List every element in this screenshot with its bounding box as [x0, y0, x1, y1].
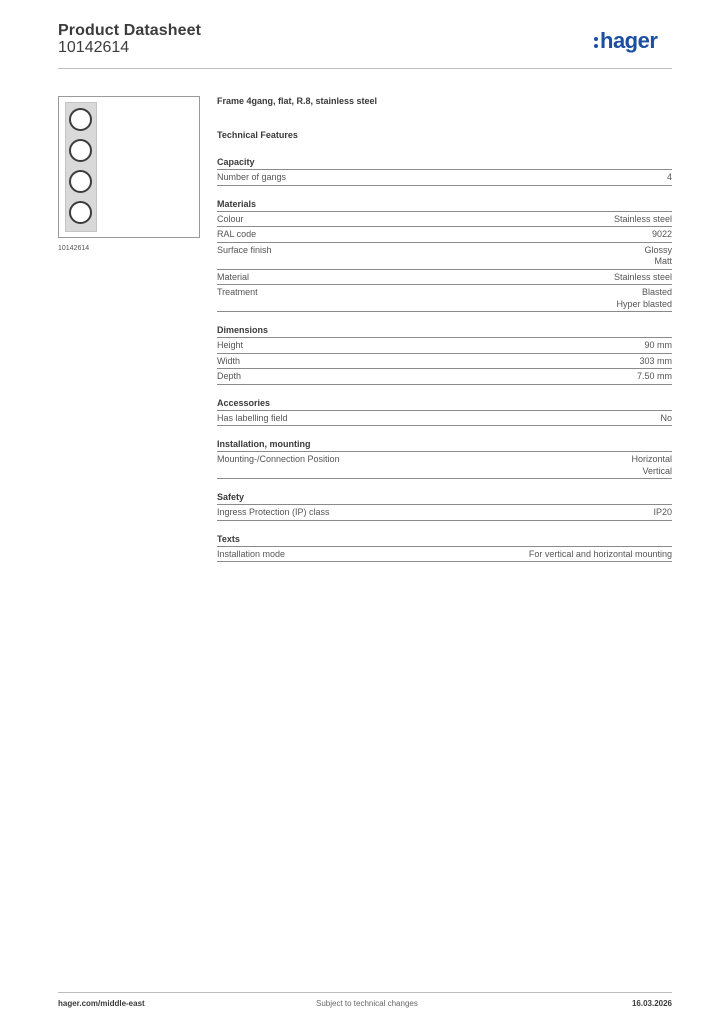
technical-features-heading: Technical Features: [217, 130, 298, 140]
feature-values: [614, 272, 672, 284]
feature-label: Material: [217, 271, 250, 282]
section-title: Installation, mounting: [217, 438, 672, 452]
section-title: Dimensions: [217, 324, 672, 338]
feature-values: [616, 287, 672, 310]
document-title: Product Datasheet: [58, 22, 202, 39]
feature-label: Installation mode: [217, 548, 286, 559]
feature-label: Surface finish: [217, 244, 272, 255]
feature-label: Number of gangs: [217, 172, 287, 182]
feature-row: [217, 369, 672, 385]
feature-label: Height: [217, 340, 244, 350]
logo-text: hager: [600, 28, 658, 53]
feature-value: 4: [666, 172, 672, 182]
feature-values: [667, 172, 672, 184]
gang-ring-icon: [69, 108, 92, 131]
footer-divider: [58, 992, 672, 993]
footer-website: hager.com/middle-east: [58, 999, 145, 1008]
feature-row: [217, 285, 672, 312]
feature-section: [217, 156, 672, 186]
header-divider: [58, 68, 672, 69]
feature-row: [217, 270, 672, 286]
section-title: Safety: [217, 491, 672, 505]
feature-section: [217, 533, 672, 563]
frame-4gang-icon: [65, 102, 97, 232]
feature-label: RAL code: [217, 229, 257, 239]
feature-values: [637, 371, 672, 383]
feature-value: 7.50 mm: [636, 371, 672, 381]
feature-value: Stainless steel: [613, 271, 672, 282]
product-image: [58, 96, 200, 238]
feature-values: [529, 549, 672, 561]
gang-ring-icon: [69, 201, 92, 224]
feature-value: Vertical: [642, 465, 672, 476]
gang-ring-icon: [69, 139, 92, 162]
feature-value: 303 mm: [639, 355, 672, 366]
section-title: Capacity: [217, 156, 672, 170]
product-image-caption: 10142614: [58, 245, 90, 252]
feature-label: Depth: [217, 371, 242, 381]
feature-values: [644, 340, 672, 352]
logo-dots-icon: [594, 35, 599, 49]
section-title: Accessories: [217, 397, 672, 411]
feature-values: [660, 413, 672, 425]
feature-value: Glossy: [644, 244, 672, 255]
feature-row: [217, 547, 672, 563]
feature-row: [217, 338, 672, 354]
feature-row: [217, 170, 672, 186]
feature-values: [639, 356, 672, 368]
feature-value: Horizontal: [631, 454, 672, 464]
feature-row: [217, 505, 672, 521]
footer-notice: Subject to technical changes: [316, 999, 418, 1008]
feature-value: No: [660, 412, 672, 423]
feature-section: [217, 438, 672, 479]
feature-row: [217, 212, 672, 228]
feature-label: Width: [217, 355, 241, 366]
feature-row: [217, 243, 672, 270]
feature-value: 90 mm: [644, 340, 672, 350]
section-title: Materials: [217, 198, 672, 212]
feature-row: [217, 354, 672, 370]
feature-label: Mounting-/Connection Position: [217, 454, 340, 464]
feature-label: Treatment: [217, 287, 258, 297]
feature-label: Ingress Protection (IP) class: [217, 507, 330, 517]
feature-section: [217, 397, 672, 427]
feature-label: Colour: [217, 213, 244, 224]
feature-label: Has labelling field: [217, 412, 288, 423]
feature-row: [217, 452, 672, 479]
feature-row: [217, 411, 672, 427]
feature-values: [653, 507, 672, 519]
feature-row: [217, 227, 672, 243]
product-name: Frame 4gang, flat, R.8, stainless steel: [217, 96, 378, 106]
feature-values: [644, 245, 672, 268]
feature-values: [631, 454, 672, 477]
product-code: 10142614: [58, 39, 130, 56]
footer-date: 16.03.2026: [631, 999, 672, 1008]
feature-values: [652, 229, 672, 241]
feature-value: IP20: [653, 507, 672, 517]
hager-logo: [594, 28, 657, 54]
section-title: Texts: [217, 533, 672, 547]
feature-value: Stainless steel: [613, 213, 672, 224]
feature-value: For vertical and horizontal mounting: [528, 548, 672, 559]
technical-content: [217, 96, 672, 562]
feature-sections: [217, 156, 672, 562]
feature-section: [217, 198, 672, 313]
feature-section: [217, 491, 672, 521]
feature-value: Blasted: [641, 287, 672, 297]
feature-value: 9022: [651, 229, 672, 239]
gang-ring-icon: [69, 170, 92, 193]
feature-value: Matt: [654, 256, 672, 266]
feature-values: [614, 214, 672, 226]
feature-section: [217, 324, 672, 385]
feature-value: Hyper blasted: [616, 298, 672, 309]
